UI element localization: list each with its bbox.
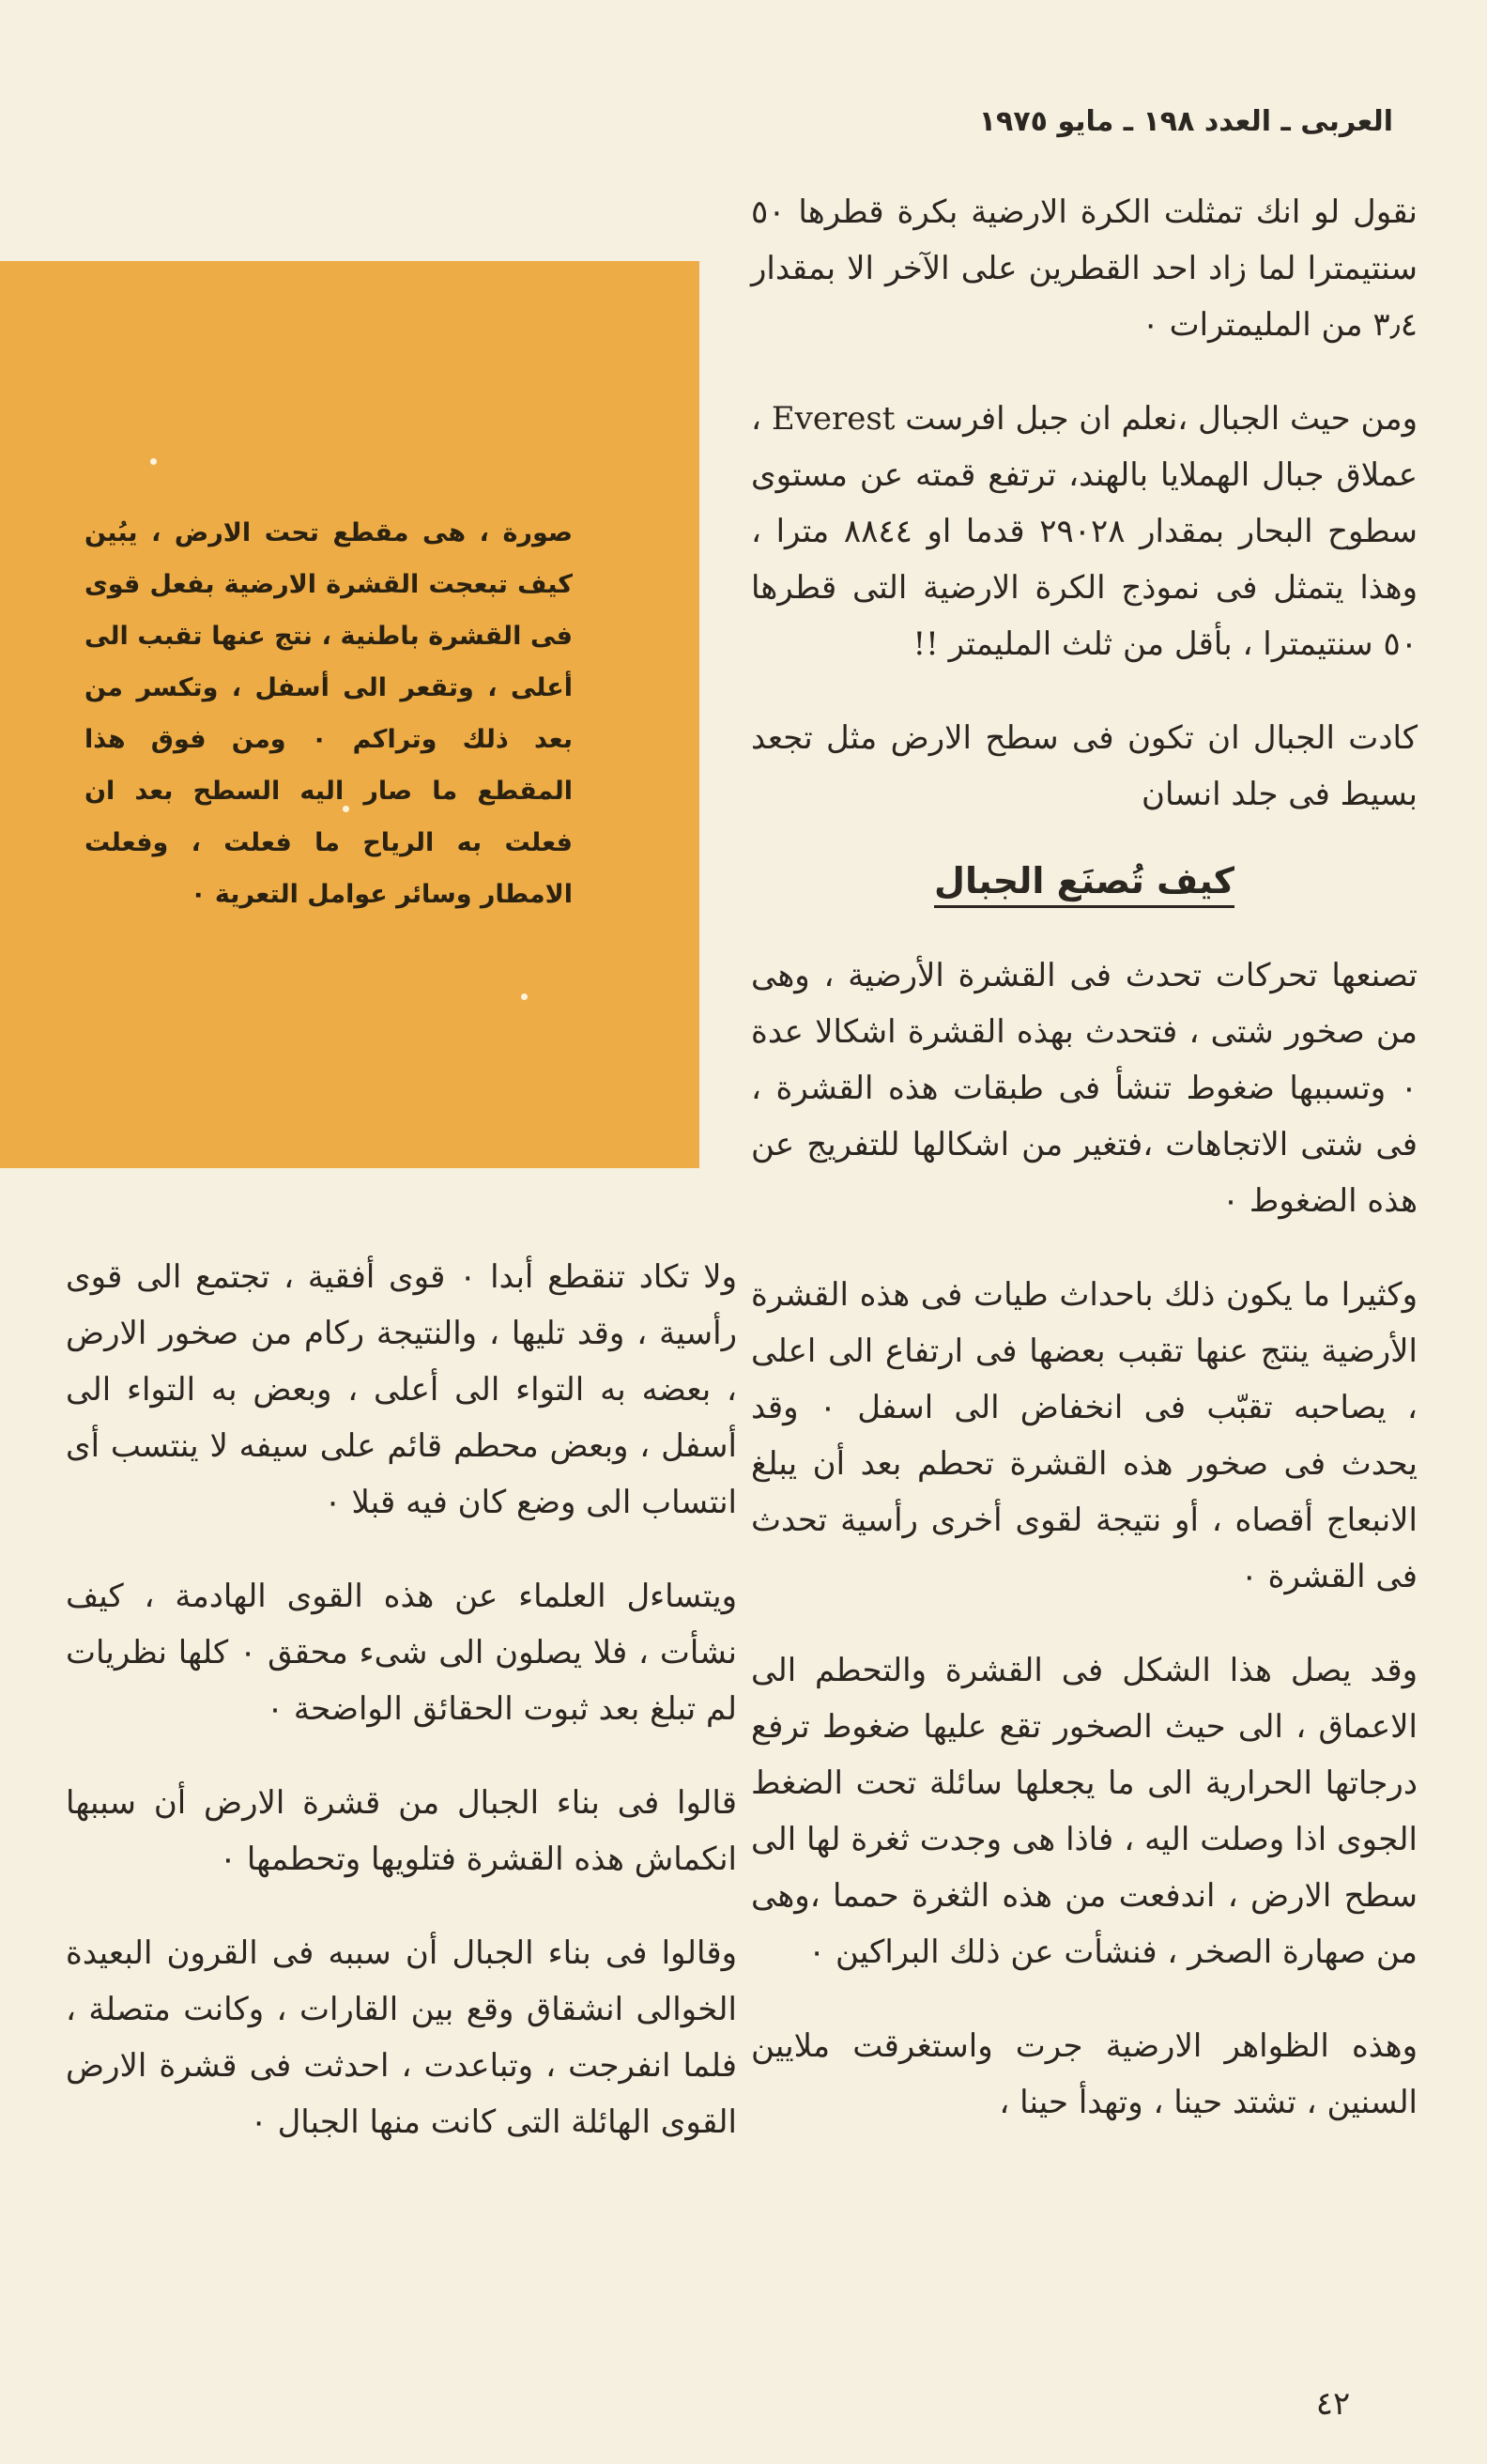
section-heading bbox=[751, 860, 1418, 908]
paragraph: ويتساءل العلماء عن هذه القوى الهادمة ، كيف نشأت ، فلا يصلون الى شىء محقق ٠ كلها نظريات لم تبلغ بعد ثبوت الحقائق الواضحة ٠ bbox=[66, 1578, 737, 1728]
paragraph: قالوا فى بناء الجبال من قشرة الارض أن سببها انكماش هذه القشرة فتلويها وتحطمها ٠ bbox=[66, 1784, 737, 1878]
section-heading-text: كيف تُصنَع الجبال bbox=[934, 860, 1234, 908]
print-speck bbox=[150, 458, 157, 465]
paragraph: كادت الجبال ان تكون فى سطح الارض مثل تجعد بسيط فى جلد انسان bbox=[751, 719, 1418, 813]
running-header: العربى ـ العدد ١٩٨ ـ مايو ١٩٧٥ bbox=[978, 105, 1393, 138]
paragraph: وكثيرا ما يكون ذلك باحداث طيات فى هذه القشرة الأرضية ينتج عنها تقبب بعضها فى ارتفاع الى اعلى ، يصاحبه تقبّب فى انخفاض الى اسفل ٠ وقد يحدث فى صخور هذه القشرة تحطم بعد أن يبلغ الانبعاج أقصاه ، أو نتيجة لقوى أخرى رأسية تحدث فى القشرة ٠ bbox=[751, 1276, 1418, 1595]
image-caption: صورة ، هى مقطع تحت الارض ، يبُين كيف تبعجت القشرة الارضية بفعل قوى فى القشرة باطنية ، نتج عنها تقبب الى أعلى ، وتقعر الى أسفل ، وتكسر من بعد ذلك وتراكم ٠ ومن فوق هذا المقطع ما صار اليه السطح بعد ان فعلت به الرياح ما فعلت ، وفعلت الامطار وسائر عوامل التعرية ٠ bbox=[84, 518, 573, 909]
article-column-right bbox=[751, 184, 1418, 2168]
paragraph: ومن حيث الجبال ،نعلم ان جبل افرست Everest ، عملاق جبال الهملايا بالهند، ترتفع قمته عن مستوى سطوح البحار بمقدار ٢٩٠٢٨ قدما او ٨٨٤٤ مترا ، وهذا يتمثل فى نموذج الكرة الارضية التى قطرها ٥٠ سنتيمترا ، بأقل من ثلث المليمتر !! bbox=[751, 400, 1418, 663]
paragraph: تصنعها تحركات تحدث فى القشرة الأرضية ، وهى من صخور شتى ، فتحدث بهذه القشرة اشكالا عدة ٠ وتسببها ضغوط تنشأ فى طبقات هذه القشرة ، فى شتى الاتجاهات ،فتغير من اشكالها للتفريج عن هذه الضغوط ٠ bbox=[751, 957, 1418, 1220]
paragraph: نقول لو انك تمثلت الكرة الارضية بكرة قطرها ٥٠ سنتيمترا لما زاد احد القطرين على الآخر الا بمقدار ٣٫٤ من المليمترات ٠ bbox=[751, 193, 1418, 344]
paragraph: وهذه الظواهر الارضية جرت واستغرقت ملايين السنين ، تشتد حينا ، وتهدأ حينا ، bbox=[751, 2027, 1418, 2121]
article-column-left bbox=[66, 1249, 737, 2188]
paragraph: وقد يصل هذا الشكل فى القشرة والتحطم الى الاعماق ، الى حيث الصخور تقع عليها ضغوط ترفع درجاتها الحرارية الى ما يجعلها سائلة تحت الضغط الجوى اذا وصلت اليه ، فاذا هى وجدت ثغرة لها الى سطح الارض ، اندفعت من هذه الثغرة حمما ،وهى من صهارة الصخر ، فنشأت عن ذلك البراكين ٠ bbox=[751, 1652, 1418, 1971]
paragraph: وقالوا فى بناء الجبال أن سببه فى القرون البعيدة الخوالى انشقاق وقع بين القارات ، وكانت متصلة ، فلما انفرجت ، وتباعدت ، احدثت فى قشرة الارض القوى الهائلة التى كانت منها الجبال ٠ bbox=[66, 1934, 737, 2141]
print-speck bbox=[521, 993, 528, 1000]
page-number: ٤٢ bbox=[1315, 2385, 1351, 2423]
paragraph: ولا تكاد تنقطع أبدا ٠ قوى أفقية ، تجتمع الى قوى رأسية ، وقد تليها ، والنتيجة ركام من صخور الارض ، بعضه به التواء الى أعلى ، وبعض به التواء الى أسفل ، وبعض محطم قائم على سيفه لا ينتسب أى انتساب الى وضع كان فيه قبلا ٠ bbox=[66, 1258, 737, 1521]
